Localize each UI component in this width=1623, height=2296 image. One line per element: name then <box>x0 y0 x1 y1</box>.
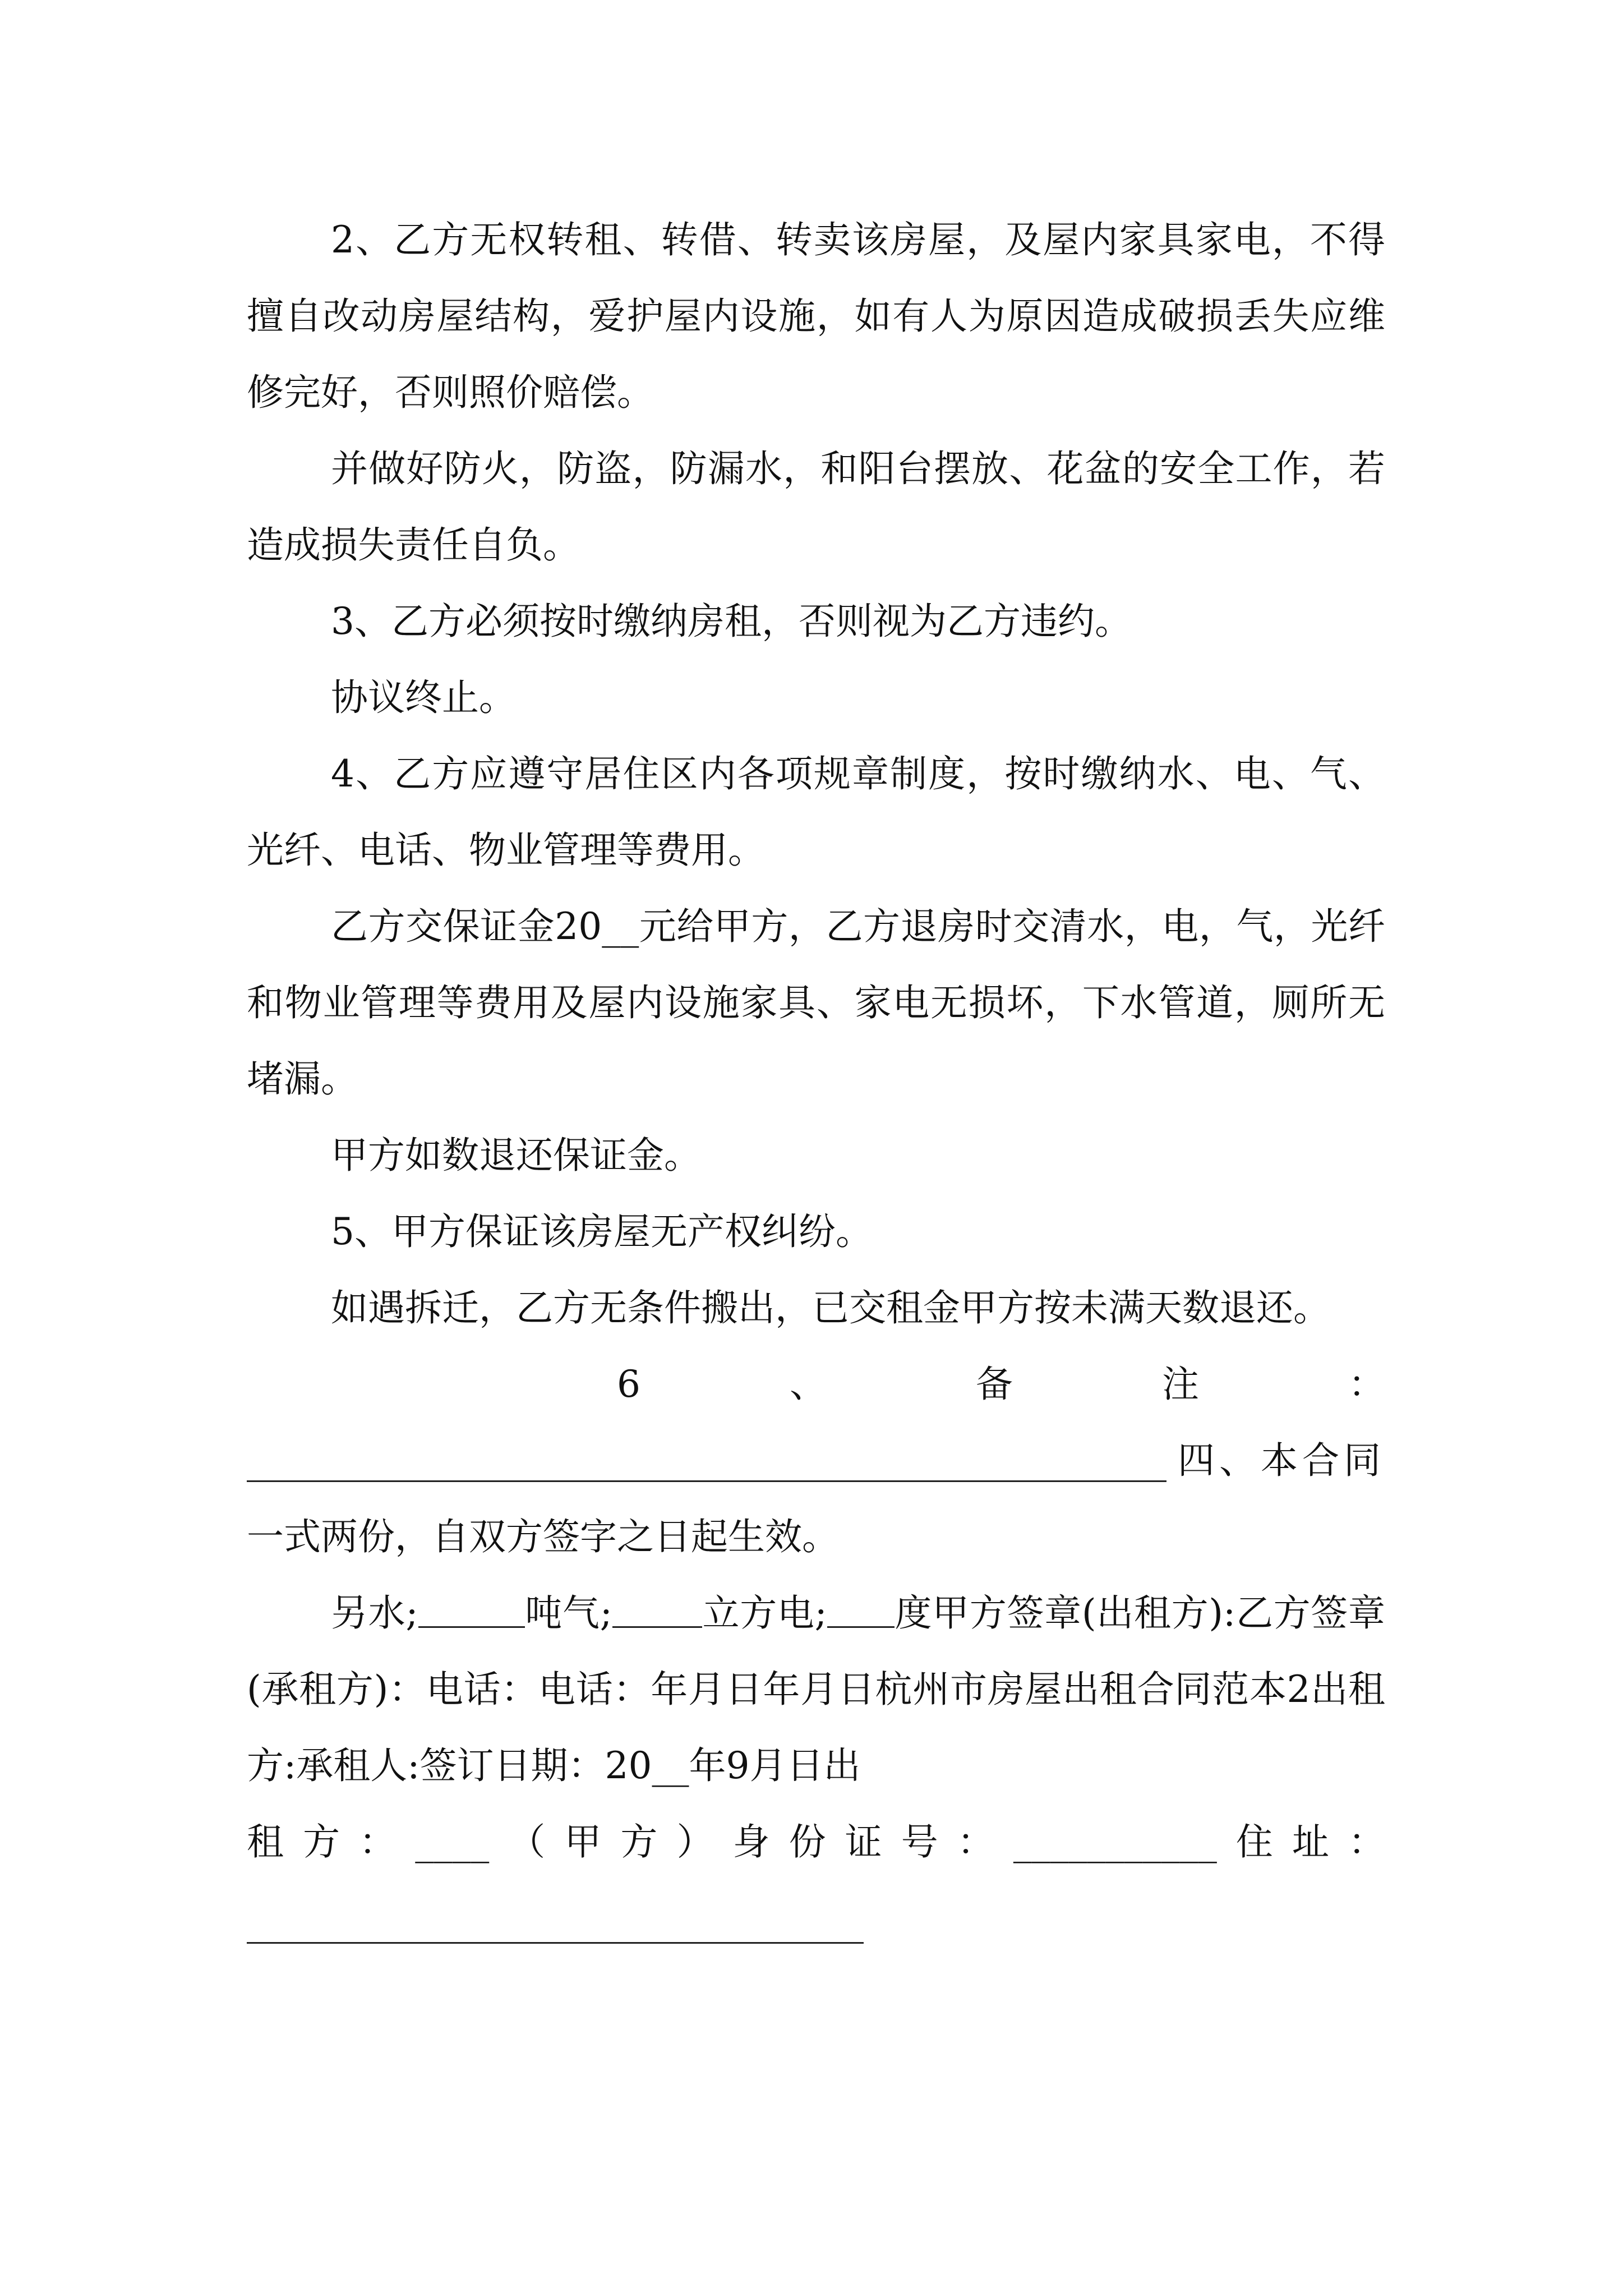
clause-2-safety: 并做好防火，防盗，防漏水，和阳台摆放、花盆的安全工作，若造成损失责任自负。 <box>247 447 1385 567</box>
lessor-char: ） <box>676 1820 714 1864</box>
gas-blank[interactable] <box>612 1624 702 1628</box>
remarks-char: 备 <box>976 1363 1013 1406</box>
remarks-heading <box>247 1346 1385 1423</box>
lessor-name-blank[interactable]: ____ <box>415 1820 490 1864</box>
clause-5-demolition: 如遇拆迁，乙方无条件搬出，已交租金甲方按未满天数退还。 <box>331 1286 1330 1329</box>
remarks-char: ： <box>1348 1363 1385 1406</box>
remarks-blank[interactable] <box>247 1447 1166 1482</box>
lessor-char: 租 <box>247 1820 284 1864</box>
elec-blank[interactable] <box>827 1624 895 1628</box>
water-unit: 吨气; <box>524 1591 612 1635</box>
id-number-blank[interactable]: ___________ <box>1013 1820 1217 1864</box>
clause-4-refund: 甲方如数退还保证金。 <box>331 1134 701 1177</box>
signature-block: 乙方签章(承租方)：电话：电话：年月日年月日杭州市房屋出租合同范本2出租方:承租人:签订日期：20__年9月日出 <box>247 1591 1385 1787</box>
address-blank[interactable] <box>247 1942 864 1944</box>
lessor-char: ： <box>359 1820 396 1864</box>
lessor-char: 身 <box>732 1820 770 1864</box>
lessor-char: 份 <box>789 1820 826 1864</box>
clause-3-termination: 协议终止。 <box>331 676 516 719</box>
meter-readings <box>247 1575 1385 1804</box>
lessor-char: 方 <box>303 1820 340 1864</box>
clause-4: 4、乙方应遵守居住区内各项规章制度，按时缴纳水、电、气、光纤、电话、物业管理等费用。 <box>247 752 1385 872</box>
clause-5: 5、甲方保证该房屋无产权纠纷。 <box>331 1210 873 1253</box>
gas-unit: 立方电; <box>702 1591 827 1635</box>
lessor-char: ： <box>957 1820 994 1864</box>
water-blank[interactable] <box>418 1624 525 1628</box>
lessor-char: ： <box>1348 1820 1385 1864</box>
lessor-char: 证 <box>845 1820 882 1864</box>
document-body <box>247 202 1385 1944</box>
lessor-char: 方 <box>620 1820 658 1864</box>
clause-3: 3、乙方必须按时缴纳房租，否则视为乙方违约。 <box>331 600 1132 643</box>
contract-copies: 一式两份，自双方签字之日起生效。 <box>247 1515 839 1558</box>
lessor-char: 甲 <box>564 1820 602 1864</box>
contract-copies-start: 四、本合同 <box>1178 1439 1385 1482</box>
clause-2: 2、乙方无权转租、转借、转卖该房屋，及屋内家具家电，不得擅自改动房屋结构，爱护屋内设施，如有人为原因造成破损丢失应维修完好，否则照价赔偿。 <box>247 218 1385 414</box>
remarks-char: 、 <box>790 1363 827 1406</box>
elec-unit-signature: 度甲方签章(出租方): <box>894 1591 1236 1635</box>
water-label: 另水; <box>331 1591 418 1635</box>
lessor-char: 址 <box>1292 1820 1329 1864</box>
clause-4-deposit: 乙方交保证金20__元给甲方，乙方退房时交清水，电，气，光纤和物业管理等费用及屋内设施家具、家电无损坏，下水管道，厕所无堵漏。 <box>247 905 1385 1101</box>
lessor-line <box>247 1804 1385 1880</box>
remarks-char: 注 <box>1162 1363 1199 1406</box>
remarks-char: 6 <box>617 1363 640 1406</box>
lessor-char: 号 <box>901 1820 938 1864</box>
lessor-char: （ <box>508 1820 546 1864</box>
remarks-blank-line <box>247 1423 1385 1499</box>
lessor-char: 住 <box>1235 1820 1273 1864</box>
